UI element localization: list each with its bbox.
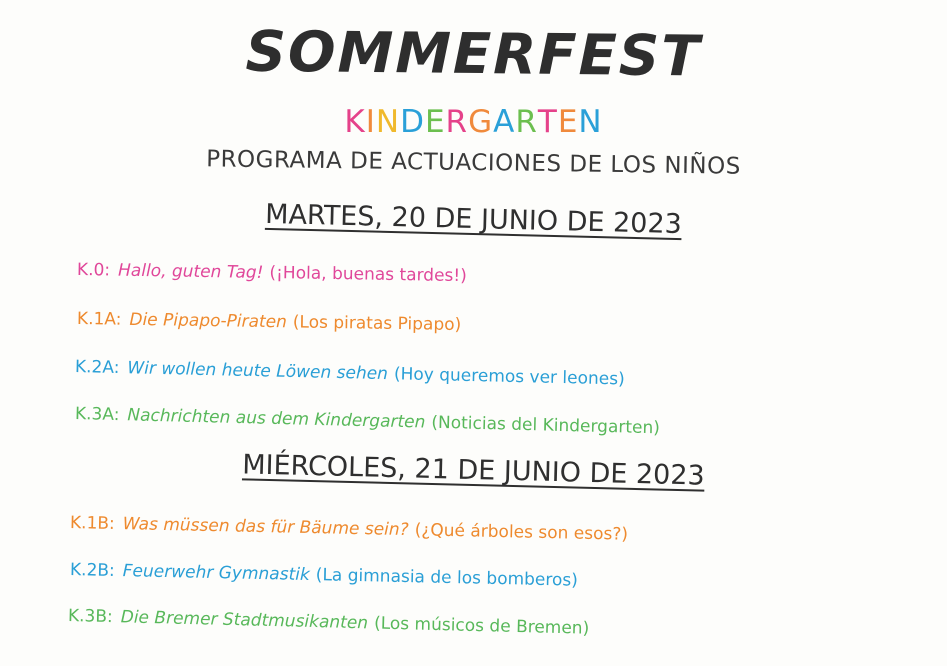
subtitle-letter: I <box>365 104 376 140</box>
item-title-de: Wir wollen heute Löwen sehen <box>127 358 389 385</box>
subtitle-letter: T <box>537 104 558 140</box>
program-item <box>70 513 628 545</box>
subtitle-letter: G <box>468 104 494 140</box>
day-heading-wednesday: MIÉRCOLES, 21 DE JUNIO DE 2023 <box>241 449 706 492</box>
page-title: SOMMERFEST <box>245 19 702 90</box>
subtitle-letter: N <box>375 104 401 140</box>
day-heading-tuesday: MARTES, 20 DE JUNIO DE 2023 <box>264 198 683 241</box>
item-title-es: (Los músicos de Bremen) <box>373 613 590 639</box>
item-code: K.2A: <box>74 357 120 379</box>
item-code: K.3A: <box>74 404 120 426</box>
item-title-es: (Los piratas Pipapo) <box>292 312 462 336</box>
program-item <box>68 606 590 639</box>
subtitle-letter: K <box>344 104 366 140</box>
item-code: K.0: <box>76 260 111 281</box>
item-code: K.3B: <box>67 606 113 628</box>
subtitle-letter: R <box>445 104 469 140</box>
item-title-es: (¡Hola, buenas tardes!) <box>269 263 467 287</box>
item-title-de: Nachrichten aus dem Kindergarten <box>127 405 426 433</box>
program-item <box>70 560 578 591</box>
subtitle-letter: E <box>424 104 446 140</box>
item-title-de: Die Bremer Stadtmusikanten <box>120 607 369 634</box>
subtitle-letter: N <box>578 104 603 140</box>
subtitle-letter: D <box>400 104 425 140</box>
item-title-de: Die Pipapo-Piraten <box>129 309 288 333</box>
program-item <box>77 309 462 335</box>
item-title-de: Hallo, guten Tag! <box>117 260 264 283</box>
item-title-de: Was müssen das für Bäume sein? <box>122 514 409 541</box>
program-item <box>75 404 660 438</box>
item-title-es: (La gimnasia de los bomberos) <box>315 565 579 591</box>
item-code: K.1B: <box>69 513 115 534</box>
item-title-es: (Noticias del Kindergarten) <box>431 412 661 439</box>
subtitle-letter: A <box>493 104 516 140</box>
program-item <box>77 260 467 286</box>
item-code: K.2B: <box>69 560 115 581</box>
subtitle-letter: E <box>557 104 579 140</box>
program-item <box>75 357 625 389</box>
kindergarten-subtitle <box>0 104 947 140</box>
item-code: K.1A: <box>76 309 122 330</box>
program-title: PROGRAMA DE ACTUACIONES DE LOS NIÑOS <box>206 146 741 180</box>
item-title-es: (¿Qué árboles son esos?) <box>414 520 629 545</box>
item-title-es: (Hoy queremos ver leones) <box>393 364 625 390</box>
item-title-de: Feuerwehr Gymnastik <box>122 561 311 586</box>
subtitle-letter: R <box>515 104 538 140</box>
